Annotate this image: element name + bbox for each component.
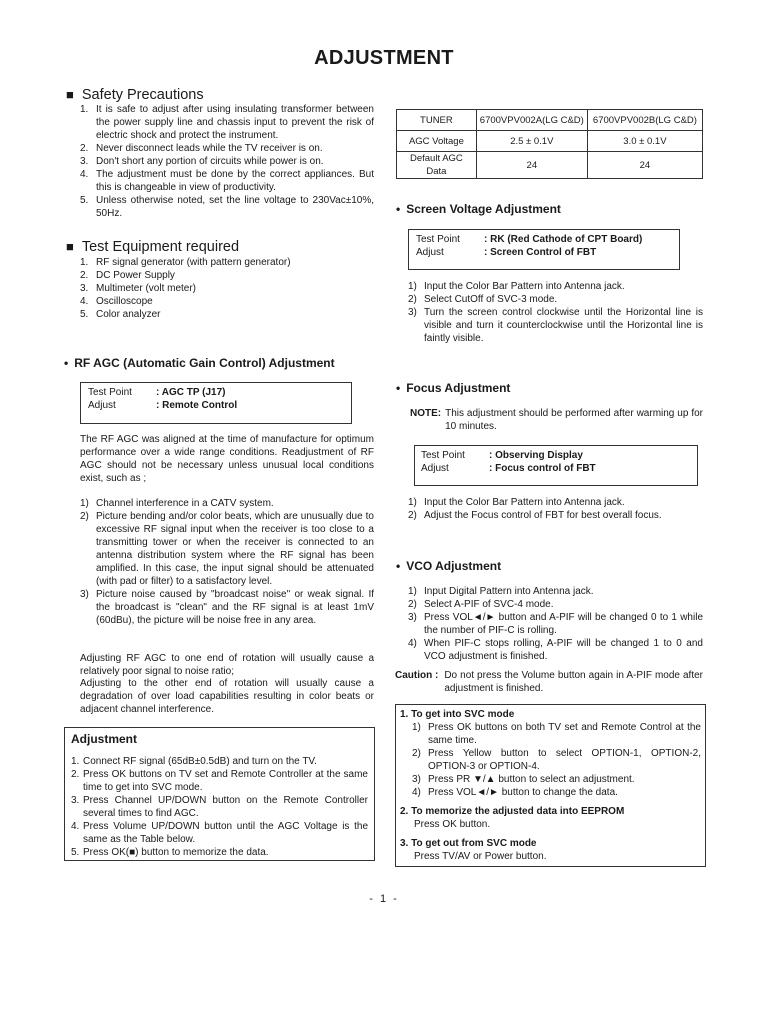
condition-item [80, 497, 374, 510]
item-text: Press OK(■) button to memorize the data. [83, 847, 269, 858]
adjustment-box-heading: Adjustment [71, 732, 137, 746]
note-text: This adjustment should be performed after warming up for 10 minutes. [445, 408, 703, 432]
adjust-value: : Remote Control [156, 400, 238, 411]
adjustment-box [64, 727, 375, 861]
rf-agc-test-box [80, 382, 352, 424]
bullet-icon: • [396, 381, 401, 395]
equipment-heading [66, 238, 239, 256]
item-number: 2. [80, 143, 89, 154]
screen-voltage-heading [396, 201, 561, 217]
table-cell: 3.0 ± 0.1V [587, 131, 702, 152]
note-label: NOTE: [410, 408, 442, 419]
adjust-label: Adjust [421, 463, 449, 474]
item-text: DC Power Supply [96, 270, 175, 281]
item-text: Never disconnect leads while the TV receiver is on. [96, 143, 323, 154]
item-text: Unless otherwise noted, set the line voltage to 230Vac±10%, 50Hz. [96, 195, 374, 219]
item-text: Press Volume UP/DOWN button until the AGC Voltage is the same as the Table below. [83, 821, 368, 845]
safety-heading-text: Safety Precautions [81, 87, 204, 103]
item-text: Press PR ▼/▲ button to select an adjustment. [428, 774, 635, 785]
item-number: 2) [80, 511, 89, 522]
svc-get-into-heading: 1. To get into SVC mode [400, 709, 515, 720]
table-cell: 6700VPV002B(LG C&D) [587, 110, 702, 131]
item-text: Turn the screen control clockwise until the Horizontal line is visible and turn it counterclockwise until the Horizontal line is faintly visible. [424, 307, 703, 344]
table-cell: AGC Voltage [397, 131, 477, 152]
vco-steps [408, 585, 703, 663]
item-number: 5. [80, 309, 89, 320]
test-point-label: Test Point [88, 387, 132, 398]
adjust-value: : Focus control of FBT [489, 463, 596, 474]
screen-voltage-steps [408, 280, 703, 345]
item-text: Press VOL◄/► button to change the data. [428, 787, 618, 798]
item-number: 4) [408, 638, 417, 649]
item-text: Oscilloscope [96, 296, 153, 307]
equipment-item [80, 256, 374, 269]
equipment-item [80, 308, 374, 321]
vco-heading [396, 558, 501, 574]
table-row [397, 152, 703, 179]
item-text: Connect RF signal (65dB±0.5dB) and turn on the TV. [83, 756, 317, 767]
item-text: Press Channel UP/DOWN button on the Remote Controller several times to find AGC. [83, 795, 368, 819]
test-point-label: Test Point [416, 234, 460, 245]
equipment-item [80, 295, 374, 308]
table-cell: TUNER [397, 110, 477, 131]
condition-item [80, 510, 374, 588]
item-number: 1) [408, 586, 417, 597]
bullet-icon: • [396, 559, 401, 573]
svc-memorize-heading: 2. To memorize the adjusted data into EEPROM [400, 806, 625, 817]
rf-agc-para3: Adjusting to the other end of rotation will usually cause a degradation of over load capabilities resulting in color beats or adjacent channel interference. [80, 678, 374, 715]
test-point-value: : Observing Display [489, 450, 583, 461]
item-number: 1) [412, 722, 421, 733]
caution-text: Do not press the Volume button again in A-PIF mode after adjustment is finished. [444, 670, 703, 694]
rf-agc-heading [64, 355, 335, 371]
item-text: Input Digital Pattern into Antenna jack. [424, 586, 594, 597]
item-number: 1) [408, 497, 417, 508]
svc-step [412, 721, 701, 747]
vco-heading-text: VCO Adjustment [406, 559, 502, 573]
equipment-heading-text: Test Equipment required [81, 239, 240, 255]
equipment-list [80, 256, 374, 321]
item-number: 3) [408, 307, 417, 318]
screen-voltage-heading-text: Screen Voltage Adjustment [406, 202, 561, 216]
table-cell: 24 [476, 152, 587, 179]
item-text: Input the Color Bar Pattern into Antenna jack. [424, 497, 625, 508]
safety-item [80, 142, 374, 155]
item-text: The adjustment must be done by the correct appliances. But this is changeable in view of productivity. [96, 169, 374, 193]
table-cell: Default AGC Data [397, 152, 477, 179]
item-text: Color analyzer [96, 309, 161, 320]
item-number: 2) [408, 510, 417, 521]
item-number: 2. [80, 270, 89, 281]
item-number: 2. [71, 769, 80, 780]
square-bullet-icon: ■ [66, 239, 74, 254]
svc-memorize-text: Press OK button. [414, 819, 491, 830]
adjustment-step [71, 768, 368, 794]
item-number: 4. [80, 169, 89, 180]
screen-step [408, 293, 703, 306]
screen-voltage-test-box [408, 229, 680, 270]
item-number: 5. [71, 847, 80, 858]
safety-heading [66, 86, 204, 104]
item-text: Multimeter (volt meter) [96, 283, 197, 294]
square-bullet-icon: ■ [66, 87, 74, 102]
focus-step [408, 496, 703, 509]
focus-heading [396, 380, 510, 396]
item-number: 1. [80, 104, 89, 115]
svc-get-out-text: Press TV/AV or Power button. [414, 851, 547, 862]
condition-item [80, 588, 374, 627]
rf-agc-intro: The RF AGC was aligned at the time of manufacture for optimum performance over a wide range conditions. Readjustment of RF AGC should not be necessary unless unusual local conditions exist, such as ; [80, 434, 374, 484]
table-cell: 2.5 ± 0.1V [476, 131, 587, 152]
item-number: 4. [80, 296, 89, 307]
test-point-label: Test Point [421, 450, 465, 461]
svc-step [412, 747, 701, 773]
adjustment-step [71, 755, 368, 768]
item-text: Picture noise caused by "broadcast noise" or weak signal. If the broadcast is "clean" and the RF signal is at least 1mV (60dBu), the picture will be noise free in any area. [96, 589, 374, 626]
focus-test-box [414, 445, 698, 486]
table-row [397, 131, 703, 152]
equipment-item [80, 269, 374, 282]
adjust-label: Adjust [416, 247, 444, 258]
test-point-value: : RK (Red Cathode of CPT Board) [484, 234, 643, 245]
page-title: ADJUSTMENT [314, 47, 454, 69]
focus-steps [408, 496, 703, 522]
item-number: 4. [71, 821, 80, 832]
page-number: - 1 - [369, 893, 399, 905]
item-number: 3) [408, 612, 417, 623]
item-text: Don't short any portion of circuits while power is on. [96, 156, 324, 167]
focus-heading-text: Focus Adjustment [406, 381, 511, 395]
item-text: Press Yellow button to select OPTION-1, OPTION-2, OPTION-3 or OPTION-4. [428, 748, 701, 772]
svc-get-out-heading: 3. To get out from SVC mode [400, 838, 537, 849]
item-number: 1) [80, 498, 89, 509]
svc-step [412, 786, 701, 799]
item-text: Press OK buttons on TV set and Remote Controller at the same time to get into SVC mode. [83, 769, 368, 793]
safety-item [80, 168, 374, 194]
screen-step [408, 280, 703, 293]
caution-label: Caution : [395, 670, 439, 681]
item-number: 1. [80, 257, 89, 268]
item-number: 2) [408, 599, 417, 610]
adjustment-step [71, 820, 368, 846]
focus-note [410, 407, 703, 433]
item-text: Press OK buttons on both TV set and Remote Control at the same time. [428, 722, 701, 746]
item-text: When PIF-C stops rolling, A-PIF will be changed 1 to 0 and VCO adjustment is finished. [424, 638, 703, 662]
adjustment-step [71, 794, 368, 820]
table-row [397, 110, 703, 131]
adjust-label: Adjust [88, 400, 116, 411]
table-cell: 6700VPV002A(LG C&D) [476, 110, 587, 131]
item-number: 1. [71, 756, 80, 767]
table-cell: 24 [587, 152, 702, 179]
safety-item [80, 155, 374, 168]
equipment-item [80, 282, 374, 295]
bullet-icon: • [64, 356, 69, 370]
item-text: Select A-PIF of SVC-4 mode. [424, 599, 554, 610]
item-text: Input the Color Bar Pattern into Antenna jack. [424, 281, 625, 292]
svc-step [412, 773, 701, 786]
adjustment-step [71, 846, 368, 859]
item-number: 1) [408, 281, 417, 292]
safety-item [80, 103, 374, 142]
focus-step [408, 509, 703, 522]
bullet-icon: • [396, 202, 401, 216]
vco-step [408, 598, 703, 611]
item-number: 3) [412, 774, 421, 785]
rf-conditions-list [80, 497, 374, 627]
vco-step [408, 585, 703, 598]
vco-caution [395, 669, 703, 695]
item-text: RF signal generator (with pattern generator) [96, 257, 291, 268]
svc-mode-box [395, 704, 706, 867]
screen-step [408, 306, 703, 345]
vco-step [408, 611, 703, 637]
safety-list [80, 103, 374, 220]
rf-agc-para2: Adjusting RF AGC to one end of rotation will usually cause a relatively poor signal to noise ratio; [80, 653, 374, 677]
adjustment-steps [71, 755, 368, 859]
item-number: 5. [80, 195, 89, 206]
item-text: It is safe to adjust after using insulating transformer between the power supply line and chassis input to prevent the risk of electric shock and protect the instrument. [96, 104, 374, 141]
item-text: Select CutOff of SVC-3 mode. [424, 294, 558, 305]
item-text: Picture bending and/or color beats, which are unusually due to excessive RF signal input when the receiver is too close to a transmitting tower or when the receiver is connected to an antenna distribution system where the RF signal has been amplified. In this case, the input signal should be attenuated (with pad or filter) to a satisfactory level. [96, 511, 374, 587]
item-number: 2) [412, 748, 421, 759]
item-number: 3) [80, 589, 89, 600]
item-text: Adjust the Focus control of FBT for best overall focus. [424, 510, 662, 521]
svc-get-into-steps [412, 721, 701, 799]
item-number: 3. [80, 156, 89, 167]
adjust-value: : Screen Control of FBT [484, 247, 597, 258]
tuner-table [396, 109, 703, 179]
item-number: 4) [412, 787, 421, 798]
rf-agc-heading-text: RF AGC (Automatic Gain Control) Adjustment [74, 356, 335, 370]
item-text: Press VOL◄/► button and A-PIF will be changed 0 to 1 while the number of PIF-C is rolling. [424, 612, 703, 636]
item-number: 3. [71, 795, 80, 806]
vco-step [408, 637, 703, 663]
safety-item [80, 194, 374, 220]
test-point-value: : AGC TP (J17) [156, 387, 226, 398]
item-number: 2) [408, 294, 417, 305]
item-text: Channel interference in a CATV system. [96, 498, 274, 509]
item-number: 3. [80, 283, 89, 294]
